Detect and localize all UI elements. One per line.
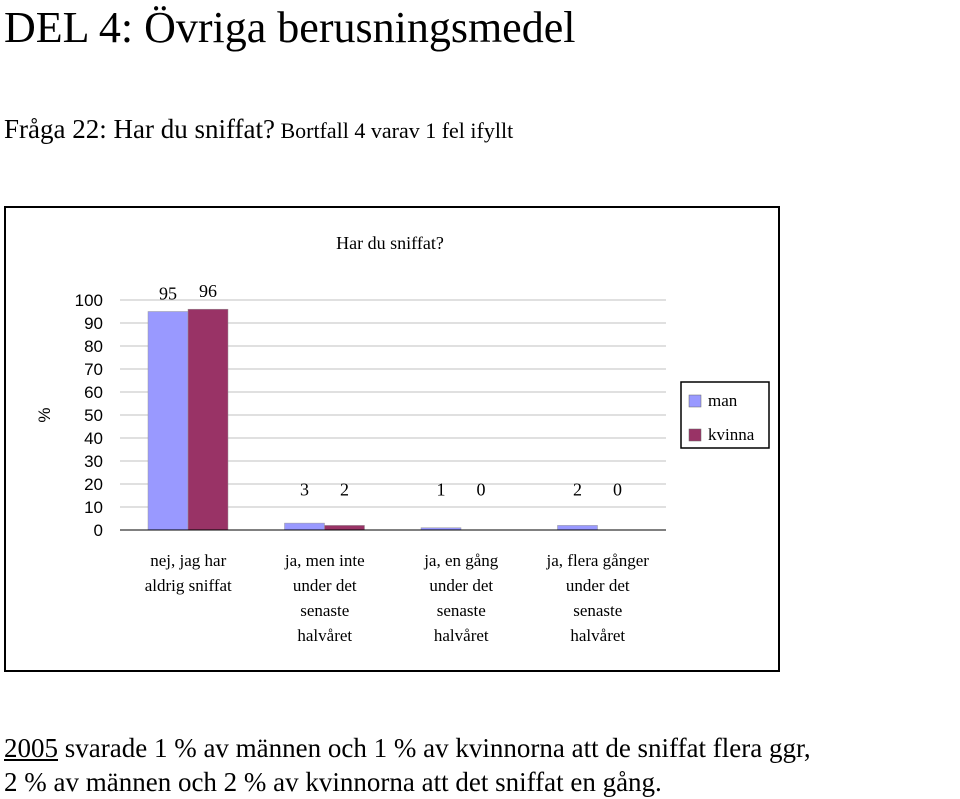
bar-man — [285, 523, 325, 530]
legend-label-kvinna: kvinna — [708, 425, 755, 444]
y-tick-label: 20 — [84, 475, 103, 494]
data-label-man: 2 — [573, 479, 582, 500]
y-tick-label: 90 — [84, 314, 103, 333]
x-category-label: halvåret — [433, 626, 489, 645]
y-tick-label: 50 — [84, 406, 103, 425]
y-tick-label: 40 — [84, 429, 103, 448]
footer-text — [4, 731, 811, 799]
x-category-label: under det — [292, 576, 357, 595]
x-category-label: senaste — [436, 601, 486, 620]
bar-kvinna — [325, 525, 365, 530]
footer-line-2: 2 % av männen och 2 % av kvinnorna att det sniffat en gång. — [4, 767, 662, 797]
y-tick-label: 100 — [74, 291, 103, 310]
x-category-label: ja, flera gånger — [546, 551, 649, 570]
y-axis-label: % — [35, 407, 54, 423]
x-category-label: halvåret — [570, 626, 626, 645]
y-tick-label: 30 — [84, 452, 103, 471]
bar-kvinna — [188, 309, 228, 530]
bar-man — [148, 312, 188, 531]
x-category-label: senaste — [573, 601, 623, 620]
chart-frame — [4, 206, 780, 672]
bar-man — [558, 525, 598, 530]
data-label-man: 95 — [159, 283, 177, 304]
x-category-label: halvåret — [297, 626, 353, 645]
question-label: Fråga 22: — [4, 114, 107, 144]
data-label-man: 1 — [436, 479, 446, 500]
page-heading: DEL 4: Övriga berusningsmedel — [4, 3, 576, 52]
question-note: Bortfall 4 varav 1 fel ifyllt — [274, 118, 514, 143]
y-tick-label: 70 — [84, 360, 103, 379]
bar-chart — [6, 208, 778, 670]
data-label-kvinna: 0 — [476, 479, 486, 500]
legend-swatch-man — [689, 395, 701, 407]
chart-title: Har du sniffat? — [336, 233, 444, 253]
x-category-label: ja, men inte — [284, 551, 365, 570]
data-label-kvinna: 2 — [340, 479, 349, 500]
y-tick-label: 10 — [84, 498, 103, 517]
data-label-kvinna: 0 — [613, 479, 622, 500]
y-tick-label: 60 — [84, 383, 103, 402]
question-line — [4, 114, 513, 145]
data-label-man: 3 — [300, 479, 309, 500]
legend-swatch-kvinna — [689, 429, 701, 441]
footer-year: 2005 — [4, 733, 58, 763]
x-category-label: ja, en gång — [424, 551, 499, 570]
y-tick-label: 80 — [84, 337, 103, 356]
legend-label-man: man — [708, 391, 738, 410]
x-category-label: aldrig sniffat — [144, 576, 232, 595]
x-category-label: under det — [429, 576, 494, 595]
data-label-kvinna: 96 — [199, 281, 217, 302]
x-category-label: senaste — [300, 601, 350, 620]
x-category-label: under det — [565, 576, 630, 595]
question-text: Har du sniffat? — [106, 114, 275, 144]
x-category-label: nej, jag har — [150, 551, 227, 570]
footer-line-1: svarade 1 % av männen och 1 % av kvinnorna att de sniffat flera ggr, — [58, 733, 811, 763]
y-tick-label: 0 — [93, 521, 103, 540]
